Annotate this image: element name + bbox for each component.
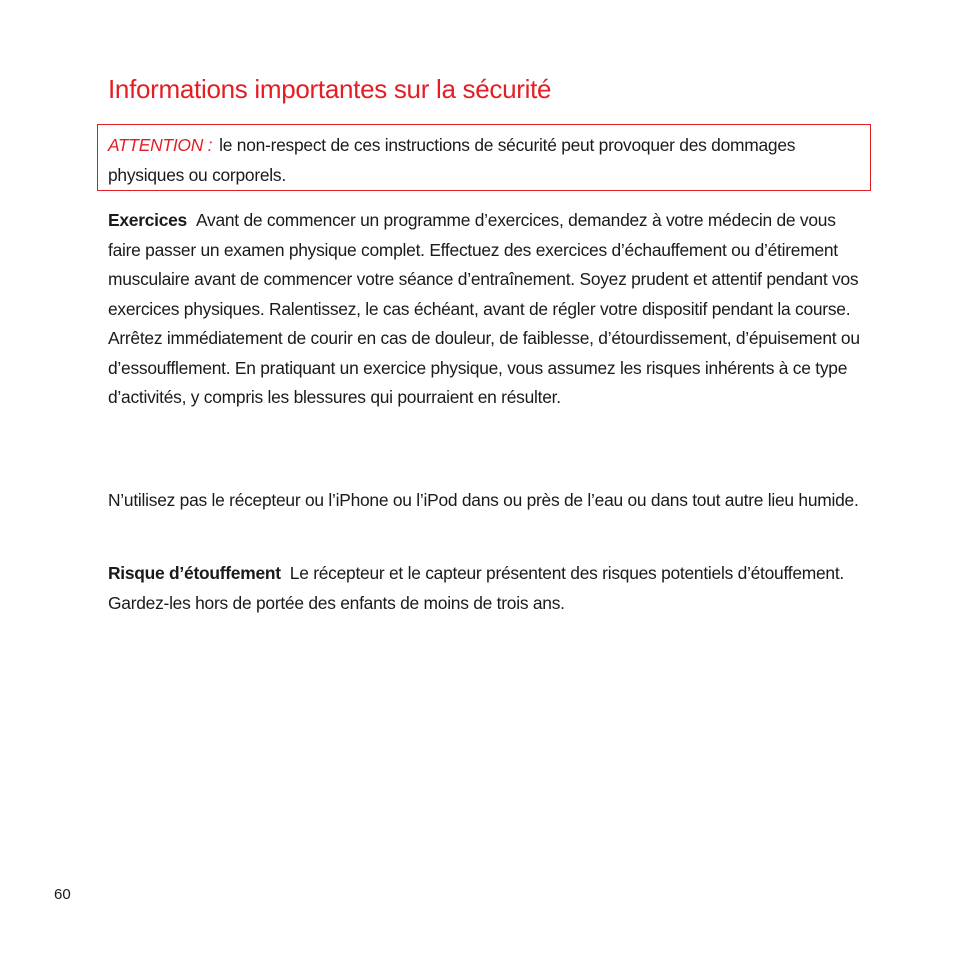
warning-text xyxy=(108,131,848,190)
warning-box xyxy=(97,124,871,191)
page-title: Informations importantes sur la sécurité xyxy=(108,74,552,104)
section-choking-hazard xyxy=(108,559,860,618)
warning-label: ATTENTION : xyxy=(108,135,213,155)
section-choking-hazard-text: Le récepteur et le capteur présentent des risques potentiels d’étouffement. Gardez-les hors de portée des enfants de moins de trois ans. xyxy=(108,563,844,613)
page-number: 60 xyxy=(54,886,71,903)
section-water-text: N’utilisez pas le récepteur ou l’iPhone ou l’iPod dans ou près de l’eau ou dans tout autre lieu humide. xyxy=(108,490,859,510)
section-exercices-text: Avant de commencer un programme d’exercices, demandez à votre médecin de vous faire passer un examen physique complet. Effectuez des exercices d’échauffement ou d’étirement musculaire avant de commencer votre séance d’entraînement. Soyez prudent et attentif pendant vos exercices physiques. Ralentissez, le cas échéant, avant de régler votre dispositif pendant la course. Arrêtez immédiatement de courir en cas de douleur, de faiblesse, d’étourdissement, d’épuisement ou d’essoufflement. En pratiquant un exercice physique, vous assumez les risques inhérents à ce type d’activités, y compris les blessures qui pourraient en résulter. xyxy=(108,210,860,407)
warning-body: le non-respect de ces instructions de sécurité peut provoquer des dommages physiques ou corporels. xyxy=(108,135,796,185)
section-exercices-term: Exercices xyxy=(108,210,187,230)
section-water xyxy=(108,486,860,516)
section-choking-hazard-term: Risque d’étouffement xyxy=(108,563,281,583)
section-exercices xyxy=(108,206,860,413)
